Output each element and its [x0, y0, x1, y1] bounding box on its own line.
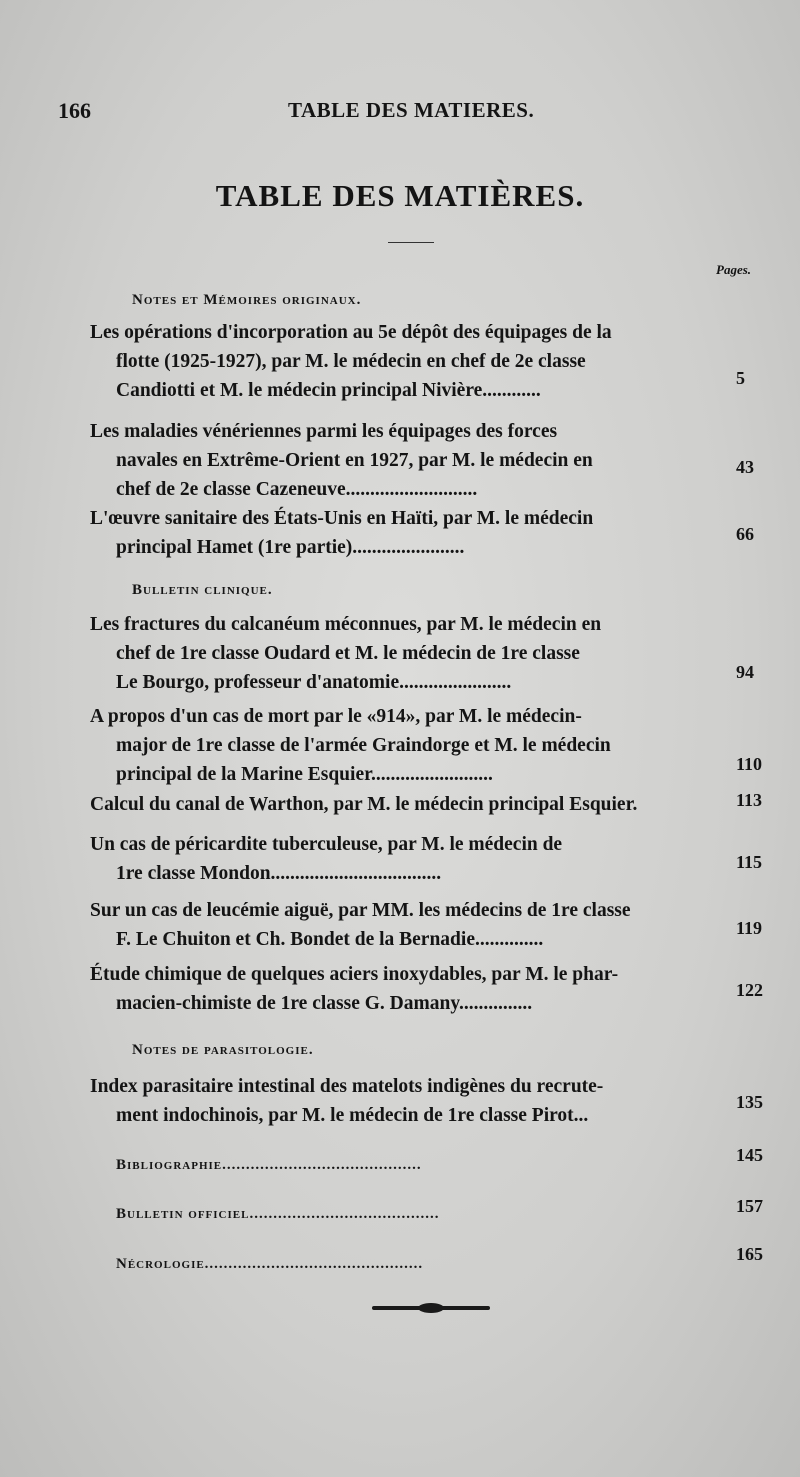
- toc-entry-line: chef de 1re classe Oudard et M. le médecin de 1re classe: [116, 643, 580, 664]
- toc-entry-line: Index parasitaire intestinal des matelots indigènes du recrute-: [90, 1076, 604, 1097]
- toc-entry-line: F. Le Chuiton et Ch. Bondet de la Bernadie..............: [116, 929, 544, 950]
- toc-page-number: 145: [736, 1145, 763, 1165]
- toc-entry-necrologie[interactable]: Nécrologie..............................................: [116, 1256, 424, 1272]
- toc-entry[interactable]: [90, 318, 690, 405]
- toc-entry[interactable]: [90, 896, 690, 954]
- toc-entry-line: principal Hamet (1re partie).......................: [116, 537, 465, 558]
- toc-page-number: 165: [736, 1244, 763, 1264]
- toc-entry[interactable]: [90, 1072, 690, 1130]
- toc-entry-line: principal de la Marine Esquier.........................: [116, 764, 493, 785]
- end-ornament-rule: [372, 1306, 490, 1310]
- toc-entry-line: ment indochinois, par M. le médecin de 1re classe Pirot...: [116, 1105, 589, 1126]
- toc-page-number: 135: [736, 1092, 763, 1112]
- running-head: [58, 98, 698, 134]
- toc-entry[interactable]: [90, 610, 690, 697]
- toc-page-number: 113: [736, 790, 763, 810]
- toc-entry-line: 1re classe Mondon...................................: [116, 863, 442, 884]
- toc-entry-bibliographie[interactable]: Bibliographie..........................................: [116, 1157, 422, 1173]
- toc-page-number: 66: [736, 524, 754, 544]
- toc-entry[interactable]: [90, 702, 690, 789]
- pages-column-label: Pages.: [716, 262, 752, 277]
- toc-entry-line: Sur un cas de leucémie aiguë, par MM. les médecins de 1re classe: [90, 900, 631, 921]
- toc-entry-bulletin-officiel[interactable]: Bulletin officiel........................................: [116, 1206, 440, 1222]
- toc-entry[interactable]: [90, 790, 690, 819]
- toc-entry-line: Les opérations d'incorporation au 5e dépôt des équipages de la: [90, 322, 612, 343]
- toc-entry[interactable]: [90, 960, 690, 1018]
- toc-entry-line: navales en Extrême-Orient en 1927, par M. le médecin en: [116, 450, 593, 471]
- page-title: TABLE DES MATIÈRES.: [215, 178, 585, 213]
- section-heading-notes-memoires: Notes et Mémoires originaux.: [132, 292, 362, 308]
- toc-entry-line: Les fractures du calcanéum méconnues, par M. le médecin en: [90, 614, 602, 635]
- toc-page-number: 5: [736, 368, 745, 388]
- toc-page-number: 122: [736, 980, 763, 1000]
- toc-entry-line: A propos d'un cas de mort par le «914», par M. le médecin-: [90, 706, 582, 727]
- toc-entry-line: Un cas de péricardite tuberculeuse, par M. le médecin de: [90, 834, 563, 855]
- toc-entry-line: Calcul du canal de Warthon, par M. le médecin principal Esquier.: [90, 794, 638, 815]
- toc-entry-line: Les maladies vénériennes parmi les équipages des forces: [90, 421, 558, 442]
- toc-page-number: 94: [736, 662, 754, 682]
- toc-entry-line: Le Bourgo, professeur d'anatomie.......................: [116, 672, 512, 693]
- toc-entry-line: chef de 2e classe Cazeneuve...........................: [116, 479, 478, 500]
- toc-entry-line: flotte (1925-1927), par M. le médecin en chef de 2e classe: [116, 351, 586, 372]
- toc-page-number: 43: [736, 457, 754, 477]
- section-heading-parasitologie: Notes de parasitologie.: [132, 1042, 314, 1058]
- toc-page-number: 115: [736, 852, 763, 872]
- toc-entry-line: Candiotti et M. le médecin principal Nivière............: [116, 380, 541, 401]
- toc-page-number: 119: [736, 918, 763, 938]
- title-rule: [388, 242, 434, 243]
- toc-page-number: 157: [736, 1196, 763, 1216]
- toc-entry[interactable]: [90, 504, 690, 562]
- page-number: 166: [58, 98, 91, 123]
- toc-entry-line: Étude chimique de quelques aciers inoxydables, par M. le phar-: [90, 964, 619, 985]
- section-heading-bulletin-clinique: Bulletin clinique.: [132, 582, 273, 598]
- toc-entry[interactable]: [90, 417, 690, 504]
- toc-page-number: 110: [736, 754, 763, 774]
- toc-entry-line: macien-chimiste de 1re classe G. Damany...............: [116, 993, 533, 1014]
- toc-entry-line: L'œuvre sanitaire des États-Unis en Haïti, par M. le médecin: [90, 508, 594, 529]
- toc-entry-line: major de 1re classe de l'armée Graindorge et M. le médecin: [116, 735, 611, 756]
- toc-entry[interactable]: [90, 830, 690, 888]
- running-title: TABLE DES MATIERES.: [288, 98, 535, 122]
